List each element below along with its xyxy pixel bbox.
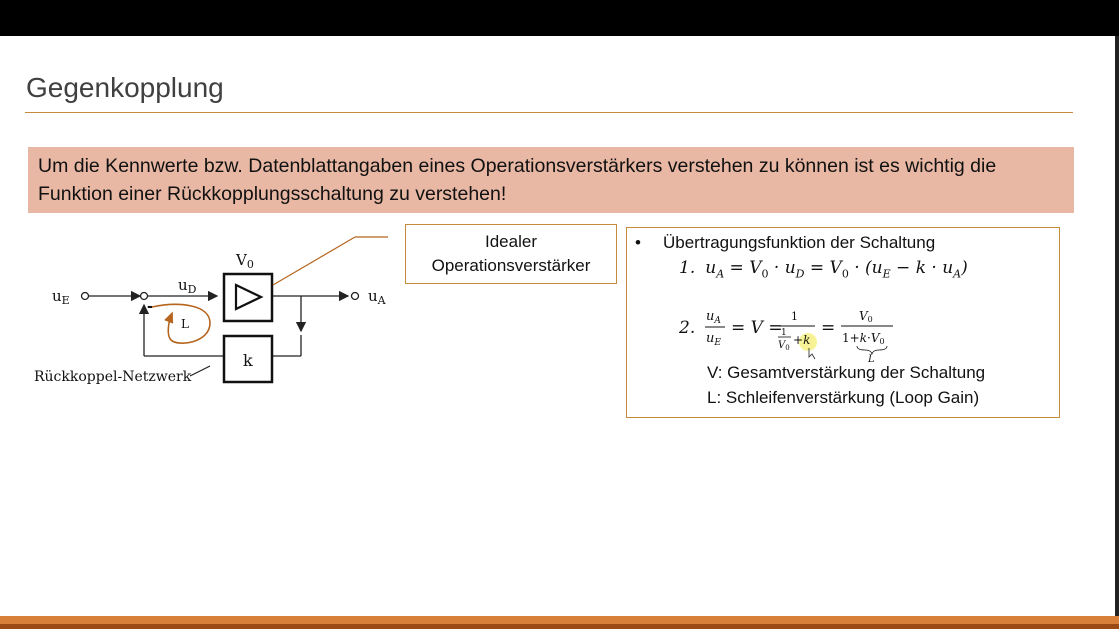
svg-text:= V =: = V = — [731, 318, 783, 338]
top-black-bar — [0, 0, 1119, 36]
svg-text:=: = — [821, 318, 836, 338]
svg-text:1+k·V0: 1+k·V0 — [842, 331, 885, 346]
equation-1: 1. $u_A = V_0 \cdot u_D = V_0 \cdot (u_E - k \cdot u_A)$ — [679, 258, 968, 281]
feedback-block-label: k — [243, 351, 253, 370]
equation-2 — [679, 304, 939, 368]
ideal-opamp-label — [405, 224, 617, 284]
input-terminal — [82, 293, 89, 300]
transfer-heading — [635, 233, 935, 253]
loop-gain-description: L: Schleifenverstärkung (Loop Gain) — [707, 388, 980, 407]
network-pointer — [190, 366, 210, 376]
output-label: $u_A$ — [368, 287, 386, 307]
diff-label: $u_D$ — [178, 276, 197, 296]
svg-text:uA: $u_A$ — [706, 309, 721, 326]
svg-text:1: 1 — [791, 310, 798, 323]
eq2-number: 2. — [679, 318, 696, 338]
feedback-circuit-diagram — [30, 225, 400, 395]
svg-text:+k: +k — [793, 333, 811, 347]
loop-label: L — [181, 317, 189, 331]
title-divider — [25, 112, 1073, 113]
eq1-number: 1. — [679, 258, 696, 278]
svg-text:1: 1 — [781, 328, 787, 338]
equation-2-formula — [679, 304, 939, 364]
svg-text:V0: $V_0$ — [778, 340, 790, 352]
bullet-dot: • — [635, 233, 641, 252]
network-label: Rückkoppel-Netzwerk — [34, 369, 192, 385]
svg-text:L: L — [868, 354, 875, 364]
transfer-heading-text: Übertragungsfunktion der Schaltung — [663, 233, 936, 252]
input-label: $u_E$ — [52, 287, 70, 307]
right-edge-bar — [1115, 36, 1119, 616]
intro-callout: Um die Kennwerte bzw. Datenblattangaben eines Operationsverstärkers verstehen zu können ist es wichtig die Funktion einer Rückkopplungsschaltung zu verstehen! — [28, 147, 1074, 213]
ideal-label-line2: Operationsverstärker — [431, 256, 591, 275]
amplifier-block — [224, 274, 272, 321]
transfer-function-box — [626, 227, 1060, 418]
svg-text:V0: V0 — [859, 309, 873, 324]
gain-description: V: Gesamtverstärkung der Schaltung — [707, 363, 986, 382]
pointer-line — [273, 237, 355, 285]
output-terminal — [352, 293, 359, 300]
ideal-label-line1: Idealer — [485, 232, 537, 251]
slide-title: Gegenkopplung — [26, 72, 224, 103]
bottom-accent-bar-dark — [0, 624, 1119, 629]
svg-text:uE: $u_E$ — [706, 331, 721, 348]
minus-sign: - — [147, 299, 153, 315]
amplifier-label: $V_0$ — [236, 251, 254, 271]
